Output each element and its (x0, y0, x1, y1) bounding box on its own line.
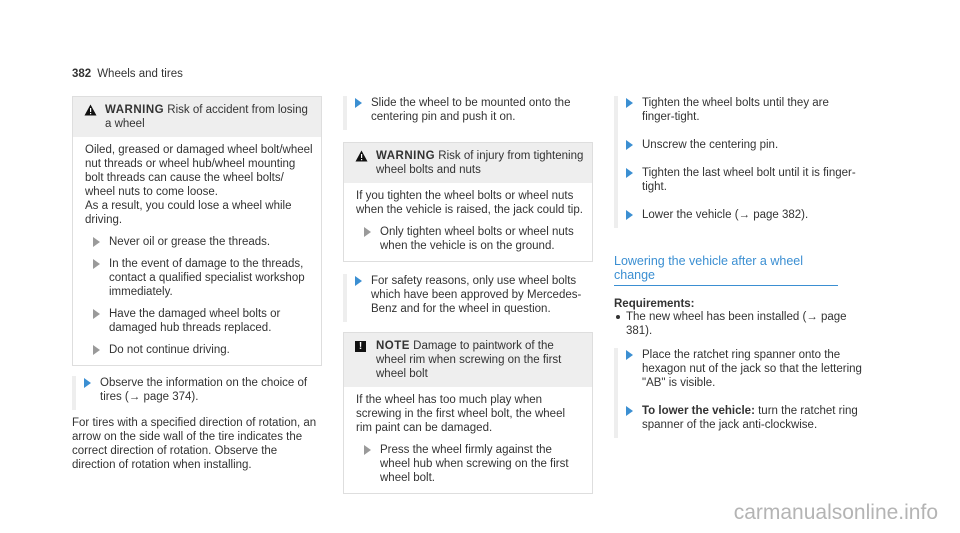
page-number: 382 (72, 68, 92, 80)
warning-triangle-icon (355, 150, 368, 162)
note-box-paintwork (343, 332, 593, 494)
warning-step: Do not continue driving. (85, 343, 313, 357)
column-3 (614, 96, 864, 438)
requirement-item: The new wheel has been installed (→ page 381). (614, 310, 864, 338)
instruction-step: Unscrew the centering pin. (618, 128, 864, 156)
bullet-icon (616, 315, 620, 319)
warning-title: Risk of accident from losing a wheel (105, 104, 308, 130)
step-group (343, 96, 593, 130)
instruction-step: Tighten the wheel bolts until they are finger-tight. (618, 96, 864, 128)
site-watermark: carmanualsonline.info (733, 501, 938, 524)
step-arrow-icon (93, 345, 100, 355)
step-arrow-icon (355, 98, 362, 108)
step-arrow-icon (626, 350, 633, 360)
rotation-paragraph: For tires with a specified direction of rotation, an arrow on the side wall of the tire indicates the correct direction of rotation. Observe the direction of rotation when installing. (72, 417, 317, 471)
warning-step: Never oil or grease the threads. (85, 235, 313, 249)
step-arrow-icon (84, 378, 91, 388)
warning-box-header (73, 97, 321, 137)
note-signal-word: NOTE (376, 340, 410, 352)
column-1 (72, 96, 322, 472)
step-group (72, 376, 322, 410)
step-arrow-icon (626, 210, 633, 220)
step-group (343, 274, 593, 322)
section-title: Lowering the vehicle after a wheel change (614, 254, 838, 286)
warning-box-body (73, 137, 321, 365)
step-arrow-icon (93, 309, 100, 319)
warning-body-text: If you tighten the wheel bolts or wheel nuts when the vehicle is raised, the jack could tip. (356, 190, 583, 216)
warning-signal-word: WARNING (376, 150, 436, 162)
exclamation-icon: ! (355, 341, 366, 352)
warning-box-tightening (343, 142, 593, 262)
warning-box-header (344, 143, 592, 183)
note-box-header (344, 333, 592, 387)
instruction-step: For safety reasons, only use wheel bolts which have been approved by Mercedes-Benz and for the wheel in question. (347, 274, 593, 320)
warning-triangle-icon (84, 104, 97, 116)
note-step: Press the wheel firmly against the wheel hub when screwing on the first wheel bolt. (356, 443, 584, 485)
step-arrow-icon (364, 445, 371, 455)
warning-box-body (344, 183, 592, 261)
warning-box-wheel-loss (72, 96, 322, 366)
step-arrow-icon (93, 237, 100, 247)
step-group (614, 348, 864, 438)
page-header (72, 68, 183, 80)
requirements-label: Requirements: (614, 298, 695, 310)
section-name: Wheels and tires (97, 68, 183, 80)
step-arrow-icon (626, 140, 633, 150)
step-arrow-icon (355, 276, 362, 286)
instruction-step: To lower the vehicle: turn the ratchet ring spanner of the jack anti-clockwise. (618, 394, 864, 436)
step-arrow-icon (626, 168, 633, 178)
instruction-step: Observe the information on the choice of tires (→ page 374). (76, 376, 322, 408)
warning-body-text: Oiled, greased or damaged wheel bolt/wheel nut threads or wheel hub/wheel mounting bolt threads can cause the wheel bolts/ wheel nuts to come loose. (85, 144, 313, 198)
step-arrow-icon (626, 406, 633, 416)
note-box-body (344, 387, 592, 493)
warning-title: Risk of injury from tightening wheel bolts and nuts (376, 150, 584, 176)
warning-signal-word: WARNING (105, 104, 165, 116)
step-arrow-icon (93, 259, 100, 269)
instruction-step: Tighten the last wheel bolt until it is finger-tight. (618, 156, 864, 198)
note-title: Damage to paintwork of the wheel rim when screwing on the first wheel bolt (376, 340, 562, 380)
instruction-step: Lower the vehicle (→ page 382). (618, 198, 864, 226)
warning-step: Only tighten wheel bolts or wheel nuts when the vehicle is on the ground. (356, 225, 584, 253)
warning-step: Have the damaged wheel bolts or damaged hub threads replaced. (85, 307, 313, 335)
step-group (614, 96, 864, 228)
step-arrow-icon (626, 98, 633, 108)
instruction-step: Slide the wheel to be mounted onto the centering pin and push it on. (347, 96, 593, 128)
warning-step: In the event of damage to the threads, contact a qualified specialist workshop immediately. (85, 257, 313, 299)
instruction-step: Place the ratchet ring spanner onto the hexagon nut of the jack so that the lettering "AB" is visible. (618, 348, 864, 394)
step-arrow-icon (364, 227, 371, 237)
column-2 (343, 96, 593, 494)
step-lead-label: To lower the vehicle: (642, 405, 755, 417)
warning-body-text: As a result, you could lose a wheel while driving. (85, 200, 292, 226)
note-body-text: If the wheel has too much play when screwing in the first wheel bolt, the wheel rim paint can be damaged. (356, 394, 566, 434)
